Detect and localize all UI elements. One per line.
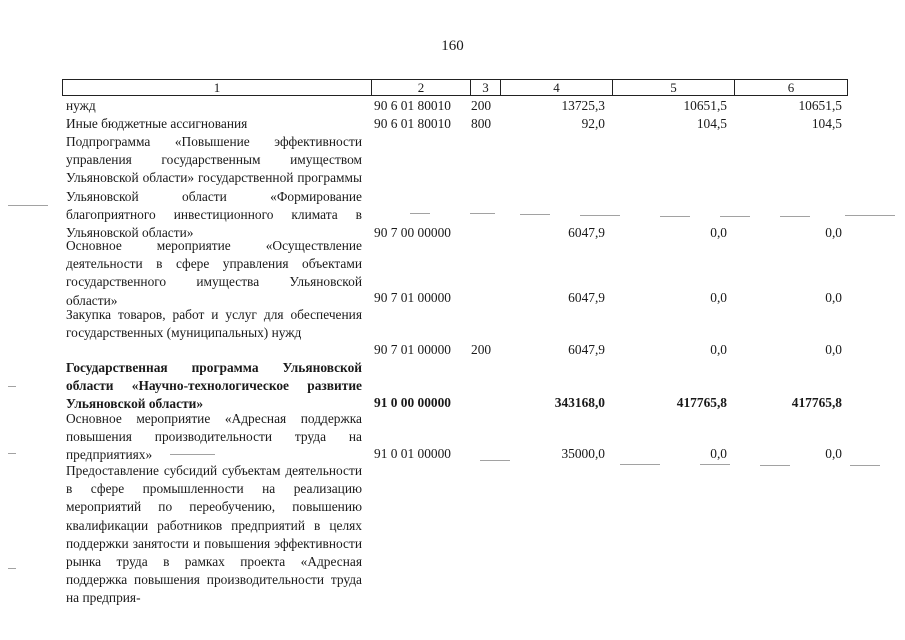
row-value-col6: 417765,8	[791, 395, 842, 410]
row-code: 90 6 01 80010	[374, 98, 451, 113]
row-expense-type: 200	[471, 98, 492, 113]
header-cell-3: 3	[470, 80, 500, 95]
row-value-col5: 0,0	[710, 342, 727, 357]
row-value-col6: 104,5	[811, 116, 842, 131]
table-header-row	[62, 79, 848, 96]
row-value-col5: 0,0	[710, 225, 727, 240]
row-value-col5: 417765,8	[676, 395, 727, 410]
row-description: Предоставление субсидий субъектам деятельности в сфере промышленности на реализацию мероприятий по переобучению, повышению квалификации работников предприятий в целях поддержки занятости и повышения эффективности рынка труда в рамках проекта «Адресная поддержка повышения производительности труда на предприя-	[66, 463, 362, 606]
row-value-col5: 0,0	[710, 446, 727, 461]
row-description: Иные бюджетные ассигнования	[66, 116, 248, 131]
row-description: нужд	[66, 98, 96, 113]
row-value-col4: 6047,9	[568, 290, 605, 305]
row-description: Закупка товаров, работ и услуг для обеспечения государственных (муниципальных) нужд	[66, 307, 362, 341]
row-code: 91 0 01 00000	[374, 446, 451, 461]
row-value-col4: 35000,0	[561, 446, 605, 461]
row-value-col6: 0,0	[825, 225, 842, 240]
row-code: 90 7 01 00000	[374, 290, 451, 305]
row-code: 90 7 00 00000	[374, 225, 451, 240]
row-value-col6: 0,0	[825, 290, 842, 305]
row-description: Основное мероприятие «Осуществление деятельности в сфере управления объектами государственного имущества Ульяновской области»	[66, 238, 362, 308]
header-cell-2: 2	[371, 80, 470, 95]
row-value-col6: 10651,5	[798, 98, 842, 113]
row-value-col5: 0,0	[710, 290, 727, 305]
row-value-col4: 6047,9	[568, 225, 605, 240]
row-code: 90 6 01 80010	[374, 116, 451, 131]
row-code: 90 7 01 00000	[374, 342, 451, 357]
row-value-col4: 343168,0	[554, 395, 605, 410]
row-description: Подпрограмма «Повышение эффективности управления государственным имуществом Ульяновской области» государственной программы Ульяновской области «Формирование благоприятного инвестиционного климата в Ульяновской области»	[66, 134, 362, 241]
row-value-col5: 10651,5	[683, 98, 727, 113]
row-value-col5: 104,5	[696, 116, 727, 131]
header-cell-1: 1	[213, 80, 221, 95]
row-expense-type: 800	[471, 116, 492, 131]
row-description: Государственная программа Ульяновской области «Научно-технологическое развитие Ульяновской области»	[66, 360, 362, 412]
header-cell-4: 4	[500, 80, 612, 95]
row-code: 91 0 00 00000	[374, 395, 451, 410]
row-value-col4: 92,0	[581, 116, 605, 131]
row-value-col6: 0,0	[825, 342, 842, 357]
row-value-col6: 0,0	[825, 446, 842, 461]
row-expense-type: 200	[471, 342, 492, 357]
row-value-col4: 6047,9	[568, 342, 605, 357]
page-number: 160	[441, 38, 464, 54]
row-value-col4: 13725,3	[561, 98, 605, 113]
header-cell-5: 5	[612, 80, 734, 95]
header-cell-6: 6	[734, 80, 847, 95]
row-description: Основное мероприятие «Адресная поддержка повышения производительности труда на предприятиях»	[66, 411, 362, 463]
